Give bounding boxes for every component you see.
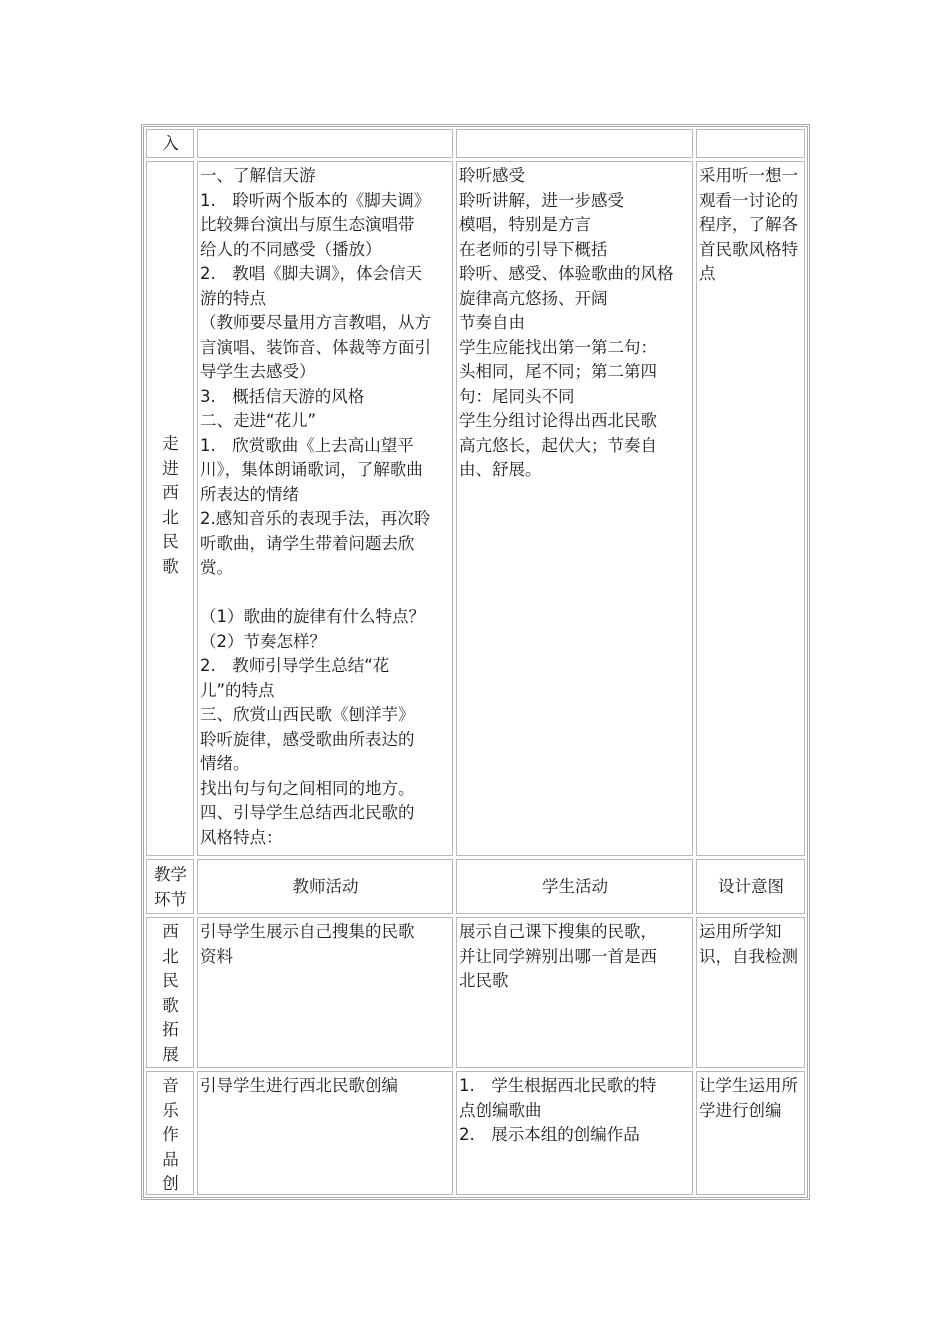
intent-line: 首民歌风格特 xyxy=(699,239,798,259)
intro-stage-label: 入 xyxy=(162,134,179,154)
extension-student-cell xyxy=(456,917,693,1068)
header-teacher-cell xyxy=(197,859,453,914)
teacher-line: 所表达的情绪 xyxy=(200,484,299,504)
stage-char: 歌 xyxy=(162,556,179,576)
teacher-line: 一、了解信天游 xyxy=(200,166,316,185)
teacher-line: 2. 教唱《脚夫调》，体会信天 xyxy=(200,264,422,283)
teacher-line: 情绪。 xyxy=(200,754,250,773)
intent-line: 观看一讨论的 xyxy=(699,190,798,210)
teacher-line: 2. 教师引导学生总结“花 xyxy=(200,656,390,675)
student-line: 节奏自由 xyxy=(459,313,525,332)
main-stage-cell xyxy=(146,161,194,856)
creation-student-cell xyxy=(456,1071,693,1195)
extension-intent-cell xyxy=(696,917,805,1068)
stage-char: 创 xyxy=(162,1174,179,1193)
creation-stage-cell xyxy=(146,1071,194,1195)
intent-line: 采用听一想一 xyxy=(699,166,798,185)
teacher-line: 二、走进“花儿” xyxy=(200,411,317,430)
stage-char: 走 xyxy=(162,434,179,453)
header-student-label: 学生活动 xyxy=(542,877,608,897)
header-intent-cell xyxy=(696,859,805,914)
stage-char: 民 xyxy=(162,971,179,990)
student-line: 聆听、感受、体验歌曲的风格 xyxy=(459,264,674,283)
intent-line: 识，自我检测 xyxy=(699,946,798,966)
extension-stage-cell xyxy=(146,917,194,1068)
student-line: 学生分组讨论得出西北民歌 xyxy=(459,411,657,430)
header-intent-label: 设计意图 xyxy=(718,877,784,897)
teacher-line: 风格特点： xyxy=(200,827,283,847)
teacher-line: 四、引导学生总结西北民歌的 xyxy=(200,803,415,822)
student-line: 高亢悠长，起伏大；节奏自 xyxy=(459,435,657,455)
student-line: 北民歌 xyxy=(459,971,509,990)
student-line: 旋律高亢悠扬、开阔 xyxy=(459,288,608,308)
teacher-line: 导学生去感受） xyxy=(200,362,316,381)
teacher-line: 资料 xyxy=(200,946,233,966)
teacher-line: 引导学生进行西北民歌创编 xyxy=(200,1076,398,1095)
student-line: 聆听感受 xyxy=(459,166,525,185)
teacher-line: 1. 聆听两个版本的《脚夫调》 xyxy=(200,190,431,210)
teacher-line: （教师要尽量用方言教唱，从方 xyxy=(200,313,431,332)
student-line: 由、舒展。 xyxy=(459,460,542,479)
teacher-line: 比较舞台演出与原生态演唱带 xyxy=(200,215,415,234)
student-line: 头相同，尾不同；第二第四 xyxy=(459,362,657,381)
main-intent-cell xyxy=(696,161,805,856)
extension-teacher-cell xyxy=(197,917,453,1068)
stage-char: 北 xyxy=(162,507,179,527)
teacher-line: 赏。 xyxy=(200,558,233,577)
student-line: 并让同学辨别出哪一首是西 xyxy=(459,946,657,966)
lesson-plan-table xyxy=(141,124,810,1200)
intent-line: 学进行创编 xyxy=(699,1100,782,1120)
stage-char: 作 xyxy=(162,1125,179,1144)
student-line: 在老师的引导下概括 xyxy=(459,239,608,259)
teacher-line: 儿”的特点 xyxy=(200,680,275,700)
stage-char: 品 xyxy=(162,1149,179,1169)
teacher-line: 听歌曲，请学生带着问题去欣 xyxy=(200,533,415,553)
intent-line: 运用所学知 xyxy=(699,922,782,941)
teacher-line: 聆听旋律，感受歌曲所表达的 xyxy=(200,729,415,749)
header-stage-cell xyxy=(146,859,194,914)
teacher-line: 2.感知音乐的表现手法，再次聆 xyxy=(200,509,431,528)
student-line: 聆听讲解，进一步感受 xyxy=(459,190,624,210)
main-teacher-cell xyxy=(197,161,453,856)
stage-char: 歌 xyxy=(162,995,179,1015)
intro-teacher-cell xyxy=(197,129,453,158)
teacher-line: 游的特点 xyxy=(200,288,266,308)
stage-char: 乐 xyxy=(162,1100,179,1120)
teacher-line: 给人的不同感受（播放） xyxy=(200,239,382,259)
stage-char: 民 xyxy=(162,532,179,551)
student-line: 学生应能找出第一第二句： xyxy=(459,337,657,357)
stage-char: 展 xyxy=(162,1044,179,1064)
main-student-cell xyxy=(456,161,693,856)
intent-line: 让学生运用所 xyxy=(699,1076,798,1095)
header-student-cell xyxy=(456,859,693,914)
intro-student-cell xyxy=(456,129,693,158)
intro-stage-cell xyxy=(146,129,194,158)
student-line: 1. 学生根据西北民歌的特 xyxy=(459,1076,657,1095)
stage-char: 西 xyxy=(162,483,179,502)
student-line: 点创编歌曲 xyxy=(459,1100,542,1120)
teacher-line: 1. 欣赏歌曲《上去高山望平 xyxy=(200,435,414,455)
intent-line: 点 xyxy=(699,264,716,283)
header-teacher-label: 教师活动 xyxy=(292,877,359,897)
student-line: 句：尾同头不同 xyxy=(459,386,575,406)
student-line: 2. 展示本组的创编作品 xyxy=(459,1125,640,1144)
stage-char: 音 xyxy=(162,1076,179,1095)
creation-intent-cell xyxy=(696,1071,805,1195)
intent-line: 程序，了解各 xyxy=(699,215,798,234)
stage-char: 北 xyxy=(162,946,179,966)
intro-intent-cell xyxy=(696,129,805,158)
stage-char: 拓 xyxy=(162,1020,179,1039)
stage-char: 西 xyxy=(162,922,179,941)
stage-char: 进 xyxy=(162,458,179,478)
teacher-line: 3. 概括信天游的风格 xyxy=(200,386,365,406)
teacher-line: （2）节奏怎样？ xyxy=(200,631,326,651)
teacher-line: 言演唱、装饰音、体裁等方面引 xyxy=(200,337,431,357)
student-line: 模唱，特别是方言 xyxy=(459,215,591,234)
header-stage-line: 环节 xyxy=(154,889,187,909)
student-line: 展示自己课下搜集的民歌， xyxy=(459,922,657,941)
teacher-line: 引导学生展示自己搜集的民歌 xyxy=(200,922,415,941)
header-stage-line: 教学 xyxy=(154,865,187,884)
teacher-line: （1）歌曲的旋律有什么特点？ xyxy=(200,607,425,626)
teacher-line: 找出句与句之间相同的地方。 xyxy=(200,778,415,798)
creation-teacher-cell xyxy=(197,1071,453,1195)
teacher-line: 川》，集体朗诵歌词，了解歌曲 xyxy=(200,460,423,479)
blank-line xyxy=(200,581,451,606)
teacher-line: 三、欣赏山西民歌《刨洋芋》 xyxy=(200,705,415,724)
